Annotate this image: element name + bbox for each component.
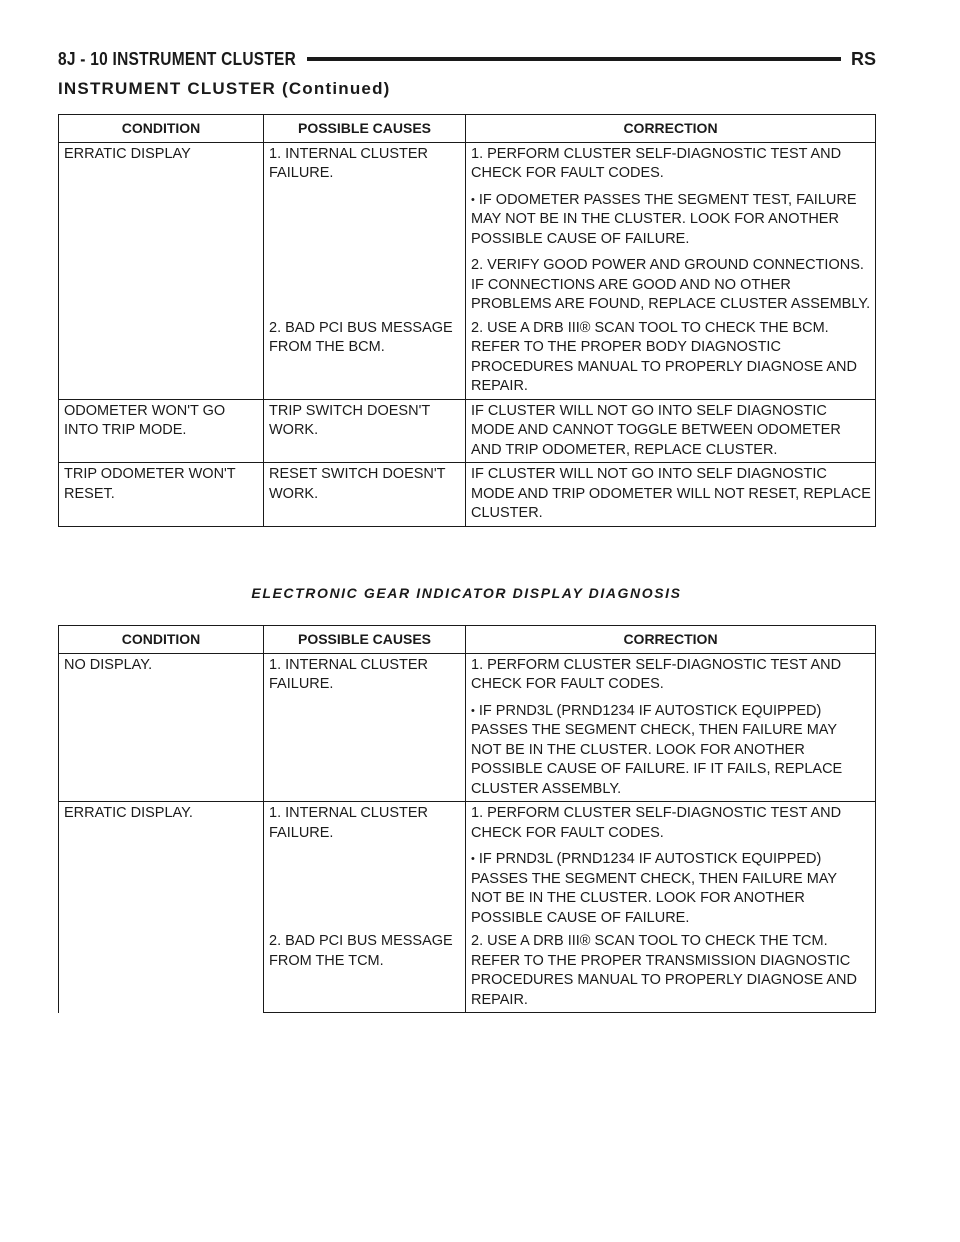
correction-step: 1. PERFORM CLUSTER SELF-DIAGNOSTIC TEST AND CHECK FOR FAULT CODES. bbox=[471, 805, 842, 841]
correction-step: 2. VERIFY GOOD POWER AND GROUND CONNECTIONS. IF CONNECTIONS ARE GOOD AND NO OTHER PROBLEMS ARE FOUND, REPLACE CLUSTER ASSEMBLY. bbox=[471, 257, 871, 312]
table-row bbox=[59, 399, 876, 463]
bullet-icon: • bbox=[471, 704, 475, 717]
condition-cell: ERRATIC DISPLAY bbox=[59, 142, 264, 399]
gear-indicator-diagnosis-table bbox=[58, 625, 876, 1013]
table-row bbox=[59, 142, 876, 317]
section-subheading: INSTRUMENT CLUSTER (Continued) bbox=[58, 79, 391, 98]
correction-bullet-text: IF PRND3L (PRND1234 IF AUTOSTICK EQUIPPED) PASSES THE SEGMENT CHECK, THEN FAILURE MAY NOT BE IN THE CLUSTER. LOOK FOR ANOTHER POSSIBLE CAUSE OF FAILURE. bbox=[471, 851, 837, 926]
correction-cell bbox=[466, 142, 876, 317]
cause-cell: 1. INTERNAL CLUSTER FAILURE. bbox=[264, 653, 466, 802]
table-row bbox=[59, 802, 876, 931]
column-header-condition: CONDITION bbox=[59, 626, 264, 654]
section-title: ELECTRONIC GEAR INDICATOR DISPLAY DIAGNOSIS bbox=[251, 585, 682, 601]
correction-cell bbox=[466, 653, 876, 802]
correction-bullet-text: IF ODOMETER PASSES THE SEGMENT TEST, FAILURE MAY NOT BE IN THE CLUSTER. LOOK FOR ANOTHER POSSIBLE CAUSE OF FAILURE. bbox=[471, 191, 857, 247]
table-header-row bbox=[59, 626, 876, 654]
column-header-correction: CORRECTION bbox=[466, 115, 876, 143]
cause-cell: RESET SWITCH DOESN'T WORK. bbox=[264, 463, 466, 527]
correction-cell bbox=[466, 802, 876, 931]
cause-cell: 2. BAD PCI BUS MESSAGE FROM THE TCM. bbox=[264, 930, 466, 1013]
correction-bullet bbox=[471, 850, 871, 928]
cluster-diagnosis-table bbox=[58, 114, 876, 527]
bullet-icon: • bbox=[471, 853, 475, 865]
correction-step: 1. PERFORM CLUSTER SELF-DIAGNOSTIC TEST AND CHECK FOR FAULT CODES. bbox=[471, 145, 842, 181]
table-header-row bbox=[59, 115, 876, 143]
correction-bullet-text: IF PRND3L (PRND1234 IF AUTOSTICK EQUIPPED) PASSES THE SEGMENT CHECK, THEN FAILURE MAY NOT BE IN THE CLUSTER. LOOK FOR ANOTHER POSSIBLE CAUSE OF FAILURE. IF IT FAILS, REPLACE CLUSTER ASSEMBLY. bbox=[471, 702, 843, 797]
page-header-title: 8J - 10 INSTRUMENT CLUSTER bbox=[58, 48, 297, 69]
condition-cell: NO DISPLAY. bbox=[59, 653, 264, 802]
column-header-condition: CONDITION bbox=[59, 115, 264, 143]
bullet-icon: • bbox=[471, 193, 475, 206]
correction-cell: 2. USE A DRB III® SCAN TOOL TO CHECK THE BCM. REFER TO THE PROPER BODY DIAGNOSTIC PROCEDURES MANUAL TO PROPERLY DIAGNOSE AND REPAIR. bbox=[466, 317, 876, 400]
header-rule bbox=[307, 57, 841, 61]
correction-step: 1. PERFORM CLUSTER SELF-DIAGNOSTIC TEST AND CHECK FOR FAULT CODES. bbox=[471, 656, 842, 692]
correction-cell: IF CLUSTER WILL NOT GO INTO SELF DIAGNOSTIC MODE AND TRIP ODOMETER WILL NOT RESET, REPLACE CLUSTER. bbox=[466, 463, 876, 527]
column-header-causes: POSSIBLE CAUSES bbox=[264, 626, 466, 654]
cause-cell: 2. BAD PCI BUS MESSAGE FROM THE BCM. bbox=[264, 317, 466, 400]
condition-cell: ERRATIC DISPLAY. bbox=[59, 802, 264, 1013]
table-row bbox=[59, 463, 876, 527]
page-header bbox=[58, 47, 876, 71]
cause-cell: 1. INTERNAL CLUSTER FAILURE. bbox=[264, 802, 466, 931]
correction-bullet bbox=[471, 702, 871, 800]
page-header-code: RS bbox=[850, 48, 876, 69]
condition-cell: ODOMETER WON'T GO INTO TRIP MODE. bbox=[59, 399, 264, 463]
cause-cell: 1. INTERNAL CLUSTER FAILURE. bbox=[264, 142, 466, 317]
correction-cell: 2. USE A DRB III® SCAN TOOL TO CHECK THE TCM. REFER TO THE PROPER TRANSMISSION DIAGNOSTIC PROCEDURES MANUAL TO PROPERLY DIAGNOSE AND REPAIR. bbox=[466, 930, 876, 1013]
column-header-causes: POSSIBLE CAUSES bbox=[264, 115, 466, 143]
correction-bullet bbox=[471, 191, 871, 250]
table-row bbox=[59, 653, 876, 802]
column-header-correction: CORRECTION bbox=[466, 626, 876, 654]
condition-cell: TRIP ODOMETER WON'T RESET. bbox=[59, 463, 264, 527]
correction-cell: IF CLUSTER WILL NOT GO INTO SELF DIAGNOSTIC MODE AND CANNOT TOGGLE BETWEEN ODOMETER AND TRIP ODOMETER, REPLACE CLUSTER. bbox=[466, 399, 876, 463]
cause-cell: TRIP SWITCH DOESN'T WORK. bbox=[264, 399, 466, 463]
